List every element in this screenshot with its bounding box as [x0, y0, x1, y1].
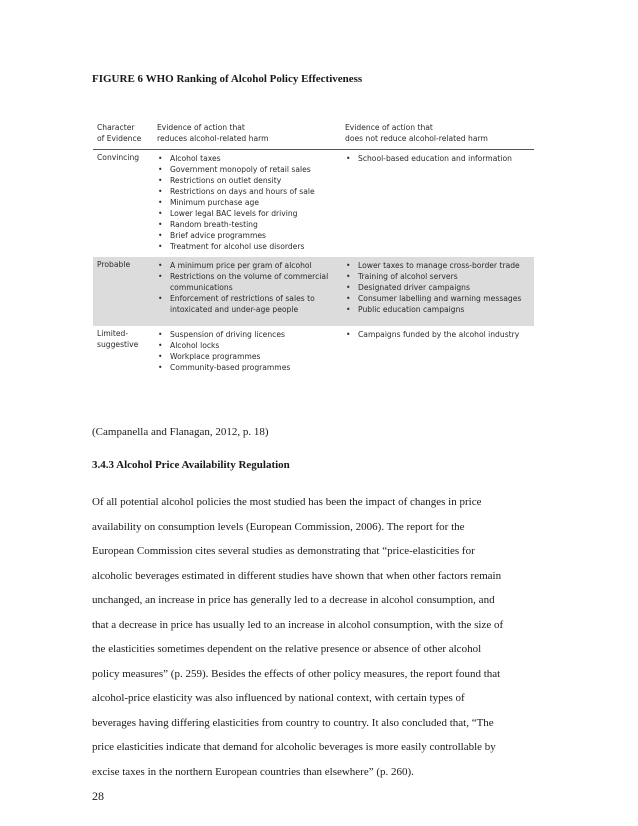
bullet-icon: •	[346, 283, 351, 292]
section-heading: 3.4.3 Alcohol Price Availability Regulation	[92, 459, 290, 471]
list-item: • Restrictions on the volume of commercial communications	[158, 272, 329, 292]
list-item: • Minimum purchase age	[158, 198, 260, 207]
list-item: • A minimum price per gram of alcohol	[158, 261, 312, 270]
bullet-icon: •	[158, 220, 163, 229]
body-paragraph	[92, 490, 547, 784]
list-item: • Lower taxes to manage cross-border trade	[346, 261, 520, 270]
bullet-icon: •	[158, 198, 163, 207]
bullet-icon: •	[158, 294, 163, 303]
table-row-convincing	[93, 150, 534, 257]
bullet-icon: •	[158, 352, 163, 361]
does-not-reduce-harm-list	[345, 329, 531, 340]
list-item: • Brief advice programmes	[158, 231, 266, 240]
paragraph-line: alcohol-price elasticity was also influenced by national context, with certain types of	[92, 692, 465, 704]
paragraph-line: Of all potential alcohol policies the most studied has been the impact of changes in price	[92, 496, 482, 508]
bullet-icon: •	[158, 242, 163, 251]
paragraph-line: excise taxes in the northern European countries than elsewhere” (p. 260).	[92, 765, 414, 778]
bullet-icon: •	[346, 154, 351, 163]
bullet-icon: •	[158, 341, 163, 350]
row-label: Probable	[97, 260, 131, 269]
list-item: • Public education campaigns	[346, 305, 465, 314]
paragraph-line: price elasticities indicate that demand for alcoholic beverages is more easily controllable by	[92, 741, 496, 753]
table-row-probable	[93, 257, 534, 326]
list-item: • Government monopoly of retail sales	[158, 165, 311, 174]
list-item: • Restrictions on outlet density	[158, 176, 282, 185]
figure-caption: (Campanella and Flanagan, 2012, p. 18)	[92, 426, 269, 438]
bullet-icon: •	[158, 272, 163, 281]
list-item: • Alcohol locks	[158, 341, 220, 350]
who-policy-table	[93, 121, 534, 378]
reduces-harm-list	[157, 329, 343, 373]
paragraph-line: unchanged, an increase in price has generally led to a decrease in alcohol consumption, and	[92, 594, 495, 606]
list-item: • Designated driver campaigns	[346, 283, 470, 292]
does-not-reduce-harm-list	[345, 260, 531, 315]
reduces-harm-list	[157, 260, 343, 315]
reduces-harm-list	[157, 153, 343, 252]
row-label: Limited- suggestive	[97, 329, 139, 349]
list-item: • Training of alcohol servers	[346, 272, 458, 281]
paragraph-line: the elasticities sometimes dependent on the relative presence or absence of other alcohol	[92, 643, 482, 655]
bullet-icon: •	[158, 154, 163, 163]
paragraph-line: that a decrease in price has usually led to an increase in alcohol consumption, with the size of	[92, 618, 504, 631]
paragraph-line: policy measures” (p. 259). Besides the effects of other policy measures, the report found that	[92, 667, 501, 680]
header-reduces-harm: Evidence of action that reduces alcohol-related harm	[157, 123, 269, 143]
list-item: • Treatment for alcohol use disorders	[158, 242, 305, 251]
bullet-icon: •	[346, 305, 351, 314]
list-item: • Community-based programmes	[158, 363, 291, 372]
bullet-icon: •	[158, 209, 163, 218]
header-does-not-reduce-harm: Evidence of action that does not reduce alcohol-related harm	[345, 123, 488, 143]
list-item: • Lower legal BAC levels for driving	[158, 209, 298, 218]
list-item: • Campaigns funded by the alcohol industry	[346, 330, 520, 339]
list-item: • Consumer labelling and warning messages	[346, 294, 522, 303]
bullet-icon: •	[346, 330, 351, 339]
bullet-icon: •	[346, 272, 351, 281]
bullet-icon: •	[158, 363, 163, 372]
list-item: • Random breath-testing	[158, 220, 258, 229]
list-item: • Alcohol taxes	[158, 154, 221, 163]
paragraph-line: beverages having differing elasticities from country to country. It also concluded that, “The	[92, 716, 494, 729]
paragraph-line: alcoholic beverages estimated in different studies have shown that when other factors remain	[92, 569, 502, 582]
list-item: • Suspension of driving licences	[158, 330, 285, 339]
table-header-row	[93, 121, 534, 150]
bullet-icon: •	[158, 261, 163, 270]
header-character-of-evidence: Character of Evidence	[97, 123, 142, 143]
list-item: • Enforcement of restrictions of sales to intoxicated and under-age people	[158, 294, 315, 314]
table-row-limited-suggestive	[93, 326, 534, 378]
does-not-reduce-harm-list	[345, 153, 531, 164]
figure-title: FIGURE 6 WHO Ranking of Alcohol Policy Effectiveness	[92, 73, 363, 85]
bullet-icon: •	[158, 330, 163, 339]
paragraph-line: European Commission cites several studies as demonstrating that “price-elasticities for	[92, 545, 475, 557]
bullet-icon: •	[346, 294, 351, 303]
page-number: 28	[92, 789, 104, 803]
bullet-icon: •	[158, 187, 163, 196]
list-item: • Restrictions on days and hours of sale	[158, 187, 315, 196]
paragraph-line: availability on consumption levels (European Commission, 2006). The report for the	[92, 520, 465, 533]
bullet-icon: •	[158, 165, 163, 174]
bullet-icon: •	[158, 231, 163, 240]
bullet-icon: •	[158, 176, 163, 185]
row-label: Convincing	[97, 153, 140, 162]
bullet-icon: •	[346, 261, 351, 270]
list-item: • Workplace programmes	[158, 352, 261, 361]
list-item: • School-based education and information	[346, 154, 512, 163]
